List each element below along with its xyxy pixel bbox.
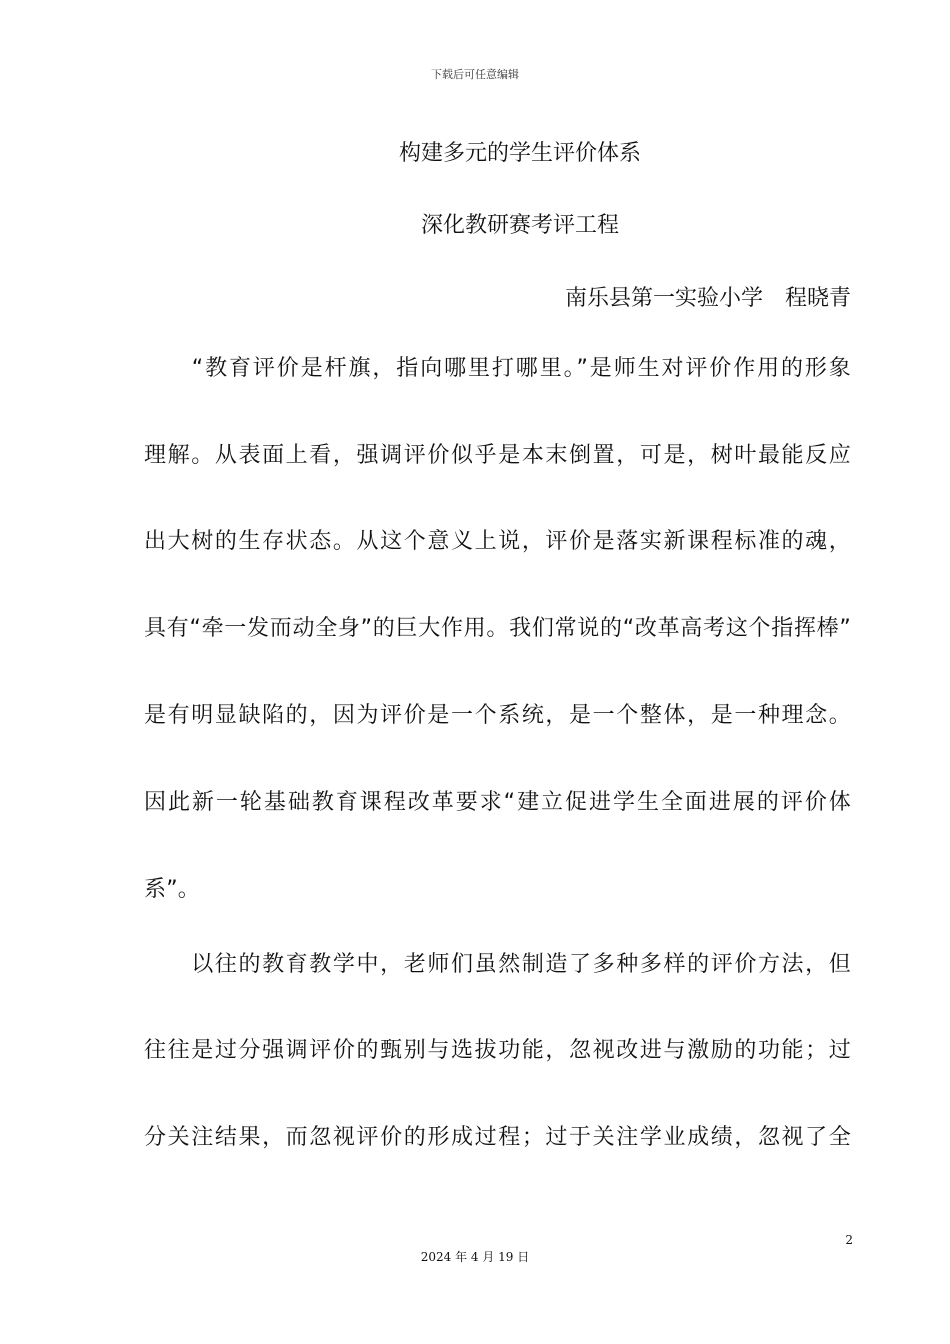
paragraph-line: 分关注结果，而忽视评价的形成过程；过于关注学业成绩，忽视了全 bbox=[144, 1125, 851, 1150]
paragraph-line: 系”。 bbox=[144, 877, 200, 902]
page-number: 2 bbox=[845, 1233, 853, 1247]
author-line: 南乐县第一实验小学 程晓青 bbox=[564, 286, 851, 311]
paragraph-line: 以往的教育教学中，老师们虽然制造了多种多样的评价方法，但 bbox=[144, 952, 851, 977]
paragraph-line: 往往是过分强调评价的甄别与选拔功能，忽视改进与激励的功能；过 bbox=[144, 1038, 851, 1063]
paragraph-line: 是有明显缺陷的，因为评价是一个系统，是一个整体，是一种理念。 bbox=[144, 703, 851, 728]
paragraph-line: 出大树的生存状态。从这个意义上说，评价是落实新课程标准的魂， bbox=[144, 529, 851, 554]
document-subtitle: 深化教研赛考评工程 bbox=[420, 213, 619, 238]
paragraph-line: “教育评价是杆旗，指向哪里打哪里。”是师生对评价作用的形象 bbox=[144, 356, 851, 381]
document-title: 构建多元的学生评价体系 bbox=[398, 141, 641, 166]
header-note: 下载后可任意编辑 bbox=[431, 68, 519, 81]
paragraph-line: 具有“牵一发而动全身”的巨大作用。我们常说的“改革高考这个指挥棒” bbox=[144, 616, 851, 641]
paragraph-line: 理解。从表面上看，强调评价似乎是本末倒置，可是，树叶最能反应 bbox=[144, 443, 851, 468]
footer-date: 2024 年 4 月 19 日 bbox=[420, 1250, 530, 1264]
paragraph-line: 因此新一轮基础教育课程改革要求“建立促进学生全面进展的评价体 bbox=[144, 790, 851, 815]
